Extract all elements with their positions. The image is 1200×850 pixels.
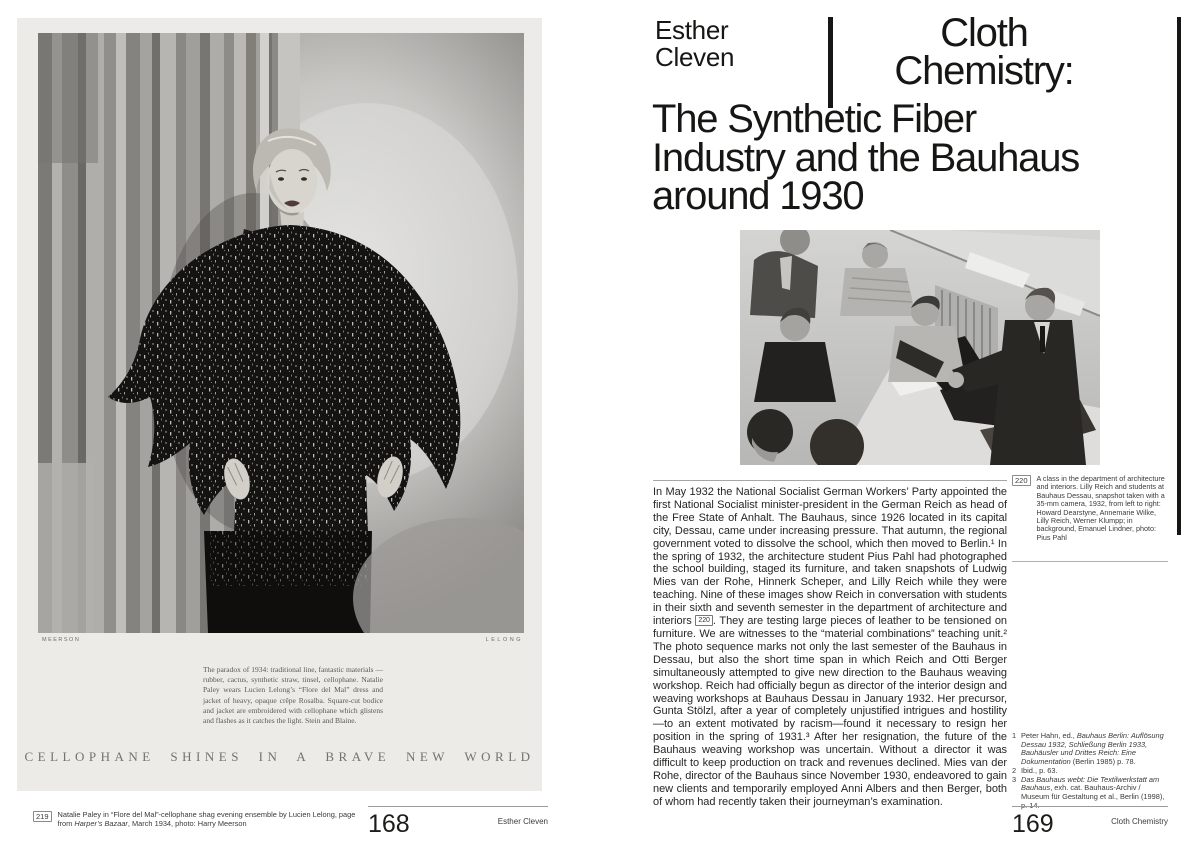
footnote-1 bbox=[1012, 732, 1170, 767]
page-number-left: 168 bbox=[368, 810, 410, 838]
caption-text-pre: Natalie Paley in “Flore del Mal”-cellophane shag evening ensemble by Lucien Lelong, page from bbox=[57, 810, 356, 828]
author-first-name: Esther bbox=[655, 15, 729, 45]
left-page-footer bbox=[368, 806, 548, 836]
right-margin-rule bbox=[1177, 17, 1181, 535]
photo-credit-lelong: LELONG bbox=[485, 637, 523, 643]
essay-subtitle-line2: Industry and the Bauhaus bbox=[652, 135, 1080, 180]
running-title-left: Esther Cleven bbox=[497, 817, 548, 826]
plate-ad-text: The paradox of 1934: traditional line, fantastic materials — rubber, cactus, synthetic straw, tinsel, cellophane. Natalie Paley wears Lucien Lelong’s “Flore del Mal” dress and jacket of heavy, opaque crêpe Rosalba. Square-cut bodice and jacket are embroidered with cellophane which glistens and flashes as it catches the light. Stein and Blaine. bbox=[203, 665, 383, 726]
page-number-right: 169 bbox=[1012, 810, 1054, 838]
essay-subtitle-line3: around 1930 bbox=[652, 174, 864, 218]
footnote-text-post: (Berlin 1985) p. 78. bbox=[1070, 757, 1136, 767]
footnote-text-pre: Peter Hahn, ed., bbox=[1021, 731, 1077, 740]
fashion-photo bbox=[38, 33, 524, 633]
figure-reference-220: 220 bbox=[695, 615, 713, 626]
photo-credit-meerson: MEERSON bbox=[42, 637, 81, 643]
essay-body-part1: In May 1932 the National Socialist German Workers’ Party appointed the first National Socialist minister-president in the German Reich as head of the Free State of Anhalt. The Bauhaus, since 1926 located in its capital city, Dessau, came under increasing pressure. That autumn, the regional government voted to dissolve the school, which then moved to Berlin.¹ In the spring of 1932, the architecture student Pius Pahl had photographed the school building, staged its furniture, and taken snapshots of Ludwig Mies van der Rohe, Hinnerk Scheper, and Lilly Reich while they were teaching. Nine of these images show Reich in conversation with students in their sixth and seventh semester in the department of architecture and interiors bbox=[653, 486, 1007, 628]
essay-title-lead bbox=[833, 11, 1135, 93]
essay-title-lead-line1: Cloth bbox=[940, 11, 1028, 55]
body-column-rule bbox=[653, 480, 1007, 481]
essay-subtitle bbox=[652, 97, 1080, 218]
footnote-number: 2 bbox=[1012, 765, 1017, 775]
caption-text-post: , March 1934, photo: Harry Meerson bbox=[127, 818, 247, 828]
caption-text-italic: Harper’s Bazaar bbox=[74, 818, 128, 828]
caption-text: A class in the department of architecture and interiors. Lilly Reich and students at Bauhaus Dessau, snapshot taken with a 35-mm camera, 1932, from left to right: Howard Dearstyne, Annemarie Wilke, Lilly Reich, Werner Klumpp; in background, Emanuel Lindner, photo: Pius Pahl bbox=[1036, 474, 1165, 542]
figure-number-badge-220: 220 bbox=[1012, 475, 1031, 486]
class-photo bbox=[740, 230, 1100, 465]
essay-title-lead-line2: Chemistry: bbox=[894, 49, 1074, 93]
footnote-number: 3 bbox=[1012, 774, 1017, 784]
footnote-text-italic: Das Bauhaus webt: Die Textilwerkstatt am Bauhaus bbox=[1021, 774, 1160, 793]
essay-subtitle-line1: The Synthetic Fiber bbox=[652, 97, 977, 141]
plate-headline: CELLOPHANE SHINES IN A BRAVE NEW WORLD bbox=[24, 749, 535, 764]
footnote-text-pre: Ibid., p. 63. bbox=[1021, 765, 1058, 775]
right-page-footer bbox=[1012, 806, 1168, 836]
figure-number-badge-219: 219 bbox=[33, 811, 52, 822]
magazine-scan-plate bbox=[17, 18, 542, 791]
footnotes bbox=[1012, 732, 1170, 810]
author-last-name: Cleven bbox=[655, 41, 735, 72]
running-title-right: Cloth Chemistry bbox=[1111, 817, 1168, 826]
caption-text bbox=[58, 811, 360, 829]
essay-body-part2: . They are testing large pieces of leather to be tensioned on furniture. We are witnesses to the “material combinations” teaching unit.² The photo sequence marks not only the last semester of the Bauhaus in Dessau, but also the short time span in which Reich and Otti Berger simultaneously attempted to give new direction to the Bauhaus weaving workshop. Reich had officially begun as director of the interior design and weaving workshops at Bauhaus Dessau in January 1932. Her precursor, Gunta Stölzl, after a year of completely unjustified intrigues and hostility—to an extent motivated by racism—found it necessary to resign her position in the spring of 1931.³ After her resignation, the future of the Bauhaus weaving workshop was uncertain. Without a director it was difficult to keep production on track and revenues declined. Mies van der Rohe, director of the Bauhaus since November 1930, endeavored to gain new clients and temporarily employed Anni Albers and then Berger, both of whom had recently taken their journeyman’s examination. bbox=[653, 615, 1008, 808]
author-name bbox=[655, 17, 734, 70]
caption-rule bbox=[1012, 561, 1168, 562]
footnote-number: 1 bbox=[1012, 731, 1017, 740]
footnote-text-post: , exh. cat. Bauhaus-Archiv / Museum für Gestaltung et al., Berlin (1998), p. 14. bbox=[1021, 783, 1165, 810]
figure-caption-220 bbox=[1012, 475, 1170, 542]
footnote-text-italic: Bauhaus Berlin: Auflösung Dessau 1932, Schließung Berlin 1933, Bauhäusler und Drittes Reich: Eine Dokumentation bbox=[1021, 731, 1164, 767]
essay-body bbox=[653, 486, 1007, 809]
